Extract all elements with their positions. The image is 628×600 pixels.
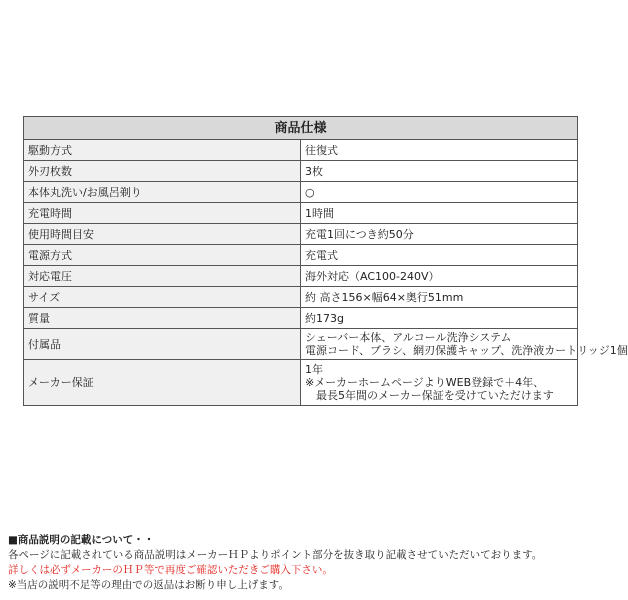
spec-value: 3枚 (301, 161, 578, 182)
spec-value-line: 最長5年間のメーカー保証を受けていただけます (305, 389, 554, 402)
table-row (24, 203, 578, 224)
spec-table (23, 116, 628, 406)
spec-value-line: 1年 (305, 363, 323, 376)
table-row (24, 140, 578, 161)
table-row (24, 266, 578, 287)
spec-label: 付属品 (24, 329, 301, 360)
spec-value: 海外対応（AC100-240V） (301, 266, 578, 287)
table-row (24, 329, 578, 360)
table-row (24, 182, 578, 203)
spec-value (301, 329, 628, 360)
table-row (24, 161, 578, 182)
spec-value: 充電式 (301, 245, 578, 266)
table-row (24, 360, 578, 406)
spec-value (301, 360, 578, 406)
spec-label: 質量 (24, 308, 301, 329)
notes-line: 各ページに記載されている商品説明はメーカーＨＰよりポイント部分を抜き取り記載させていただいております。 (8, 549, 543, 561)
spec-value-line: シェーバー本体、アルコール洗浄システム (305, 331, 512, 344)
spec-title: 商品仕様 (24, 117, 578, 140)
spec-label: 対応電圧 (24, 266, 301, 287)
spec-label: 充電時間 (24, 203, 301, 224)
notes-warning-line: 詳しくは必ずメーカーのＨＰ等で再度ご確認いただきご購入下さい。 (8, 564, 333, 576)
spec-value-line: ※メーカーホームページよりWEB登録で＋4年、 (305, 376, 545, 389)
spec-value: 往復式 (301, 140, 578, 161)
table-row (24, 308, 578, 329)
table-row (24, 245, 578, 266)
table-row (24, 287, 578, 308)
spec-label: 駆動方式 (24, 140, 301, 161)
spec-value-line: 電源コード、ブラシ、網刃保護キャップ、洗浄液カートリッジ1個 (305, 344, 628, 357)
spec-value: 1時間 (301, 203, 578, 224)
spec-value: 約173g (301, 308, 578, 329)
spec-value: 約 高さ156×幅64×奥行51mm (301, 287, 578, 308)
notes-heading: ■商品説明の記載について・・ (8, 534, 155, 546)
spec-value: ○ (301, 182, 578, 203)
spec-label: メーカー保証 (24, 360, 301, 406)
description-notes (8, 533, 598, 593)
notes-line: ※当店の説明不足等の理由での返品はお断り申し上げます。 (8, 579, 289, 591)
spec-value: 充電1回につき約50分 (301, 224, 578, 245)
spec-label: 電源方式 (24, 245, 301, 266)
spec-label: 本体丸洗い/お風呂剃り (24, 182, 301, 203)
spec-label: サイズ (24, 287, 301, 308)
spec-label: 外刃枚数 (24, 161, 301, 182)
spec-label: 使用時間目安 (24, 224, 301, 245)
table-row (24, 224, 578, 245)
